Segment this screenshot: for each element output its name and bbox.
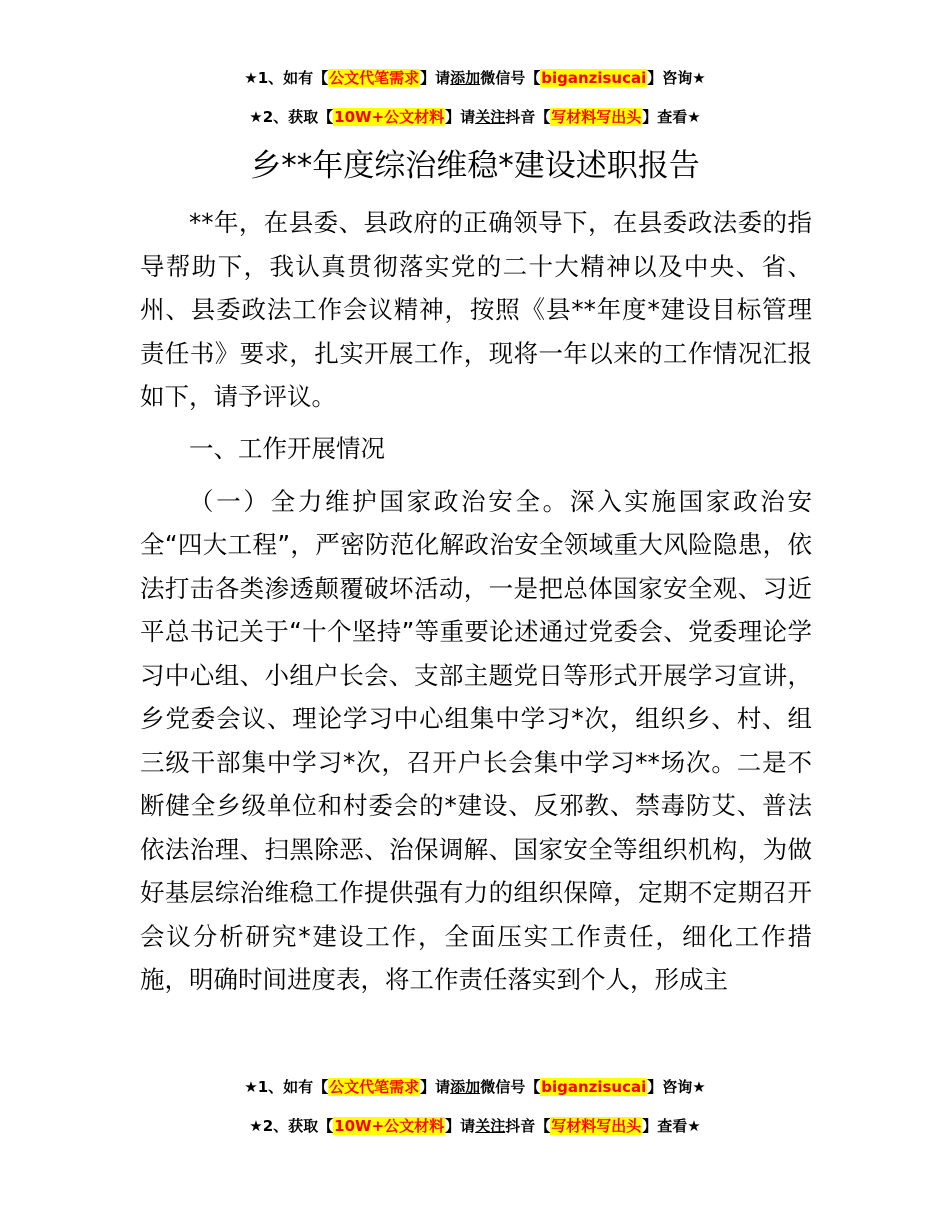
promo-text: 】查看 bbox=[642, 108, 688, 126]
promo-highlight-materials: 10W+公文材料 bbox=[334, 1117, 445, 1135]
promo-highlight-materials: 10W+公文材料 bbox=[334, 108, 445, 126]
promo-text: 抖音【 bbox=[505, 108, 551, 126]
promo-underlined-action: 添加 bbox=[450, 69, 481, 87]
promo-text: 微信号【 bbox=[480, 69, 541, 87]
star-icon: ★ bbox=[244, 1078, 258, 1096]
promo-text: 1、如有【 bbox=[257, 1078, 329, 1096]
promo-text: 】请 bbox=[420, 69, 451, 87]
section-paragraph: （一）全力维护国家政治安全。深入实施国家政治安全“四大工程”，严密防范化解政治安全领域重大风险隐患，依法打击各类渗透颠覆破坏活动，一是把总体国家安全观、习近平总书记关于“十个坚持”等重要论述通过党委会、党委理论学习中心组、小组户长会、支部主题党日等形式开展学习宣讲，乡党委会议、理论学习中心组集中学习*次，组织乡、村、组三级干部集中学习*次，召开户长会集中学习**场次。二是不断健全乡级单位和村委会的*建设、反邪教、禁毒防艾、普法依法治理、扫黑除恶、治保调解、国家安全等组织机构，为做好基层综治维稳工作提供强有力的组织保障，定期不定期召开会议分析研究*建设工作，全面压实工作责任，细化工作措施，明确时间进度表，将工作责任落实到个人，形成主 bbox=[140, 486, 812, 994]
star-icon: ★ bbox=[687, 1117, 701, 1135]
intro-block bbox=[140, 201, 812, 419]
promo-text: 】请 bbox=[420, 1078, 451, 1096]
promo-text: 2、获取【 bbox=[262, 1117, 334, 1135]
promo-text: 2、获取【 bbox=[262, 108, 334, 126]
section-heading: 一、工作开展情况 bbox=[189, 434, 385, 463]
promo-highlight-douyin-account: 写材料写出头 bbox=[551, 108, 642, 126]
header-promo-line-2 bbox=[0, 105, 950, 129]
intro-paragraph: **年，在县委、县政府的正确领导下，在县委政法委的指导帮助下，我认真贯彻落实党的二十大精神以及中央、省、州、县委政法工作会议精神，按照《县**年度*建设目标管理责任书》要求，扎实开展工作，现将一年以来的工作情况汇报如下，请予评议。 bbox=[140, 208, 812, 411]
star-icon: ★ bbox=[244, 69, 258, 87]
star-icon: ★ bbox=[687, 108, 701, 126]
promo-underlined-action: 关注 bbox=[475, 108, 506, 126]
promo-text: 】咨询 bbox=[647, 1078, 693, 1096]
promo-text: 】查看 bbox=[642, 1117, 688, 1135]
footer-promo-line-1 bbox=[0, 1075, 950, 1099]
star-icon: ★ bbox=[692, 69, 706, 87]
promo-text: 1、如有【 bbox=[257, 69, 329, 87]
promo-underlined-action: 关注 bbox=[475, 1117, 506, 1135]
promo-text: 】请 bbox=[445, 1117, 476, 1135]
promo-underlined-action: 添加 bbox=[450, 1078, 481, 1096]
promo-highlight-douyin-account: 写材料写出头 bbox=[551, 1117, 642, 1135]
promo-text: 抖音【 bbox=[505, 1117, 551, 1135]
promo-text: 】请 bbox=[445, 108, 476, 126]
section-1 bbox=[140, 427, 812, 1002]
star-icon: ★ bbox=[249, 108, 263, 126]
promo-highlight-service: 公文代笔需求 bbox=[329, 1078, 420, 1096]
header-promo-line-1 bbox=[0, 66, 950, 90]
promo-highlight-wechat-id: biganzisucai bbox=[541, 69, 647, 87]
star-icon: ★ bbox=[249, 1117, 263, 1135]
document-title: 乡**年度综治维稳*建设述职报告 bbox=[250, 148, 700, 184]
promo-text: 微信号【 bbox=[480, 1078, 541, 1096]
promo-highlight-service: 公文代笔需求 bbox=[329, 69, 420, 87]
star-icon: ★ bbox=[692, 1078, 706, 1096]
promo-text: 】咨询 bbox=[647, 69, 693, 87]
promo-highlight-wechat-id: biganzisucai bbox=[541, 1078, 647, 1096]
footer-promo-line-2 bbox=[0, 1114, 950, 1138]
